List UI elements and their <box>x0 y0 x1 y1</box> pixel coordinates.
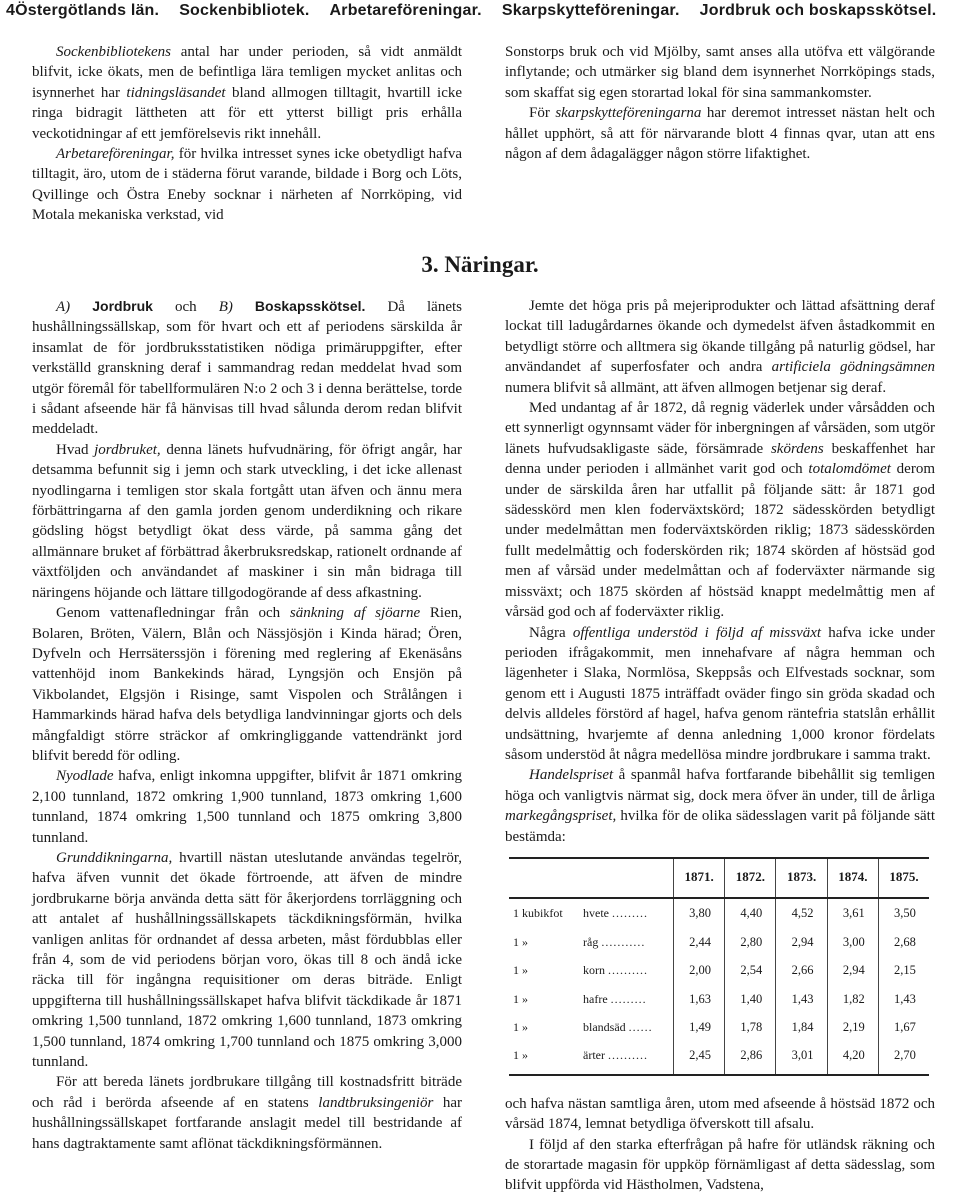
row-crop: hafre <box>583 991 608 1006</box>
paragraph-gödning: Jemte det höga pris på mejeriprodukter och lättad afsättning deraf lockat till ladugårdarnes ökande och dymedelst äfven åstadkommit en betydligt större och alltmera sig ökande tillgång på naturlig gödsel, har användandet af superfosfater och andra artificiela gödningsämnen numera blifvit så allmänt, att äfven allmogen betjenar sig deraf. <box>505 298 935 396</box>
running-head-section: Sockenbibliotek. <box>179 2 310 19</box>
row-crop: blandsäd <box>583 1020 626 1034</box>
table-cell-price: 2,19 <box>827 1013 878 1041</box>
grain-price-table <box>509 857 929 1076</box>
table-cell-price: 2,70 <box>878 1041 929 1074</box>
row-leader-dots: ......... <box>610 991 647 1006</box>
bottom-left-column <box>32 296 462 1154</box>
table-cell-price: 3,00 <box>827 928 878 956</box>
table-cell-price: 1,82 <box>827 985 878 1013</box>
row-leader-dots: ........... <box>601 934 646 949</box>
table-cell-price: 2,00 <box>674 956 725 984</box>
table-cell-price: 4,52 <box>776 898 827 927</box>
running-head-section: Skarpskytteföreningar. <box>501 2 680 19</box>
row-crop: hvete <box>583 906 609 921</box>
row-leader-dots: .......... <box>608 963 648 978</box>
table-row <box>509 956 929 984</box>
row-crop: råg <box>583 934 599 949</box>
table-cell-price: 2,86 <box>725 1041 776 1074</box>
table-cell-price: 2,80 <box>725 928 776 956</box>
table-cell-price: 1,78 <box>725 1013 776 1041</box>
paragraph-nyodlade: Nyodlade hafva, enligt inkomna uppgifter, blifvit år 1871 omkring 2,100 tunnland, 1872 omkring 1,900 tunnland, 1873 omkring 1,600 tunnland, 1874 omkring 1,500 tunnland och 1875 omkring 3,800 tunnland. <box>32 768 462 846</box>
table-header-year: 1873. <box>776 858 827 898</box>
row-quantity: 1 » <box>513 963 528 978</box>
paragraph-sjosankning: Genom vattenafledningar från och sänkning af sjöarne Rien, Bolaren, Bröten, Välern, Blån och Nässjösjön i Kinda härad; Ören, Dyfveln och Herrsäterssjön i förening med reglering af Ekenäsåns vattenhöjd inom Bankekinds härad, Lyngsjön och Ensjön på Vikbolandet, Elgsjön i Risinge, samt Vispolen och Strålången i Hammarkinds härad hafva dels betydliga landvinningar gjorts och dels mångfaldigt större sträckor af omkringliggande vattendränkt jord blifvit beredd för odling. <box>32 605 462 764</box>
top-left-column <box>32 42 462 226</box>
row-quantity: 1 » <box>513 934 528 949</box>
table-row <box>509 928 929 956</box>
table-cell-price: 3,80 <box>674 898 725 927</box>
table-cell-price: 2,66 <box>776 956 827 984</box>
table-header-year: 1871. <box>674 858 725 898</box>
table-row <box>509 1013 929 1041</box>
row-leader-dots: .......... <box>607 1048 648 1063</box>
paragraph-understod: Några offentliga understöd i följd af missväxt hafva icke under perioden ifrågakommit, men innehafvare af några hemman och lägenheter i Slaka, Normlösa, Skeppsås och Elfvestads socknar, som genom ett i Augusti 1875 inträffadt oväder fingo sin gröda skadad och delvis alldeles förstörd af hagel, hafva genom räntefria statslån erhållit undsättning, hvarjemte af denna anledning 1,000 kronor fördelats såsom understöd åt några medellösa mindre jordbrukare i samma trakt. <box>505 624 935 763</box>
row-crop: ärter <box>583 1048 605 1063</box>
table-header-year: 1874. <box>827 858 878 898</box>
row-crop: korn <box>583 963 605 978</box>
table-row-label <box>509 985 674 1013</box>
table-row-label <box>509 928 674 956</box>
table-row <box>509 985 929 1013</box>
table-cell-price: 3,01 <box>776 1041 827 1074</box>
running-head-section: Jordbruk och boskapsskötsel. <box>699 2 937 19</box>
table-cell-price: 2,68 <box>878 928 929 956</box>
table-row-label <box>509 898 674 927</box>
table-header-blank <box>509 858 674 898</box>
table-row-label <box>509 1013 674 1041</box>
row-quantity: 1 » <box>513 1048 528 1063</box>
table-header-year: 1875. <box>878 858 929 898</box>
paragraph-landtbruksingenior: För att bereda länets jordbrukare tillgång till kostnadsfritt biträde och råd i berörda afseende af en statens landtbruksingeniör har hushållningssällskapet fortfarande anslagit medel till bestridande af hans dagtraktamente samt aflönat täckdikningsförmännen. <box>32 1074 463 1152</box>
top-right-column <box>505 42 935 164</box>
page-number: 4 <box>6 2 16 19</box>
table-row-label <box>509 1041 674 1074</box>
county-heading: Östergötlands län. <box>15 2 160 19</box>
paragraph-jordbruk-intro: A) Jordbruk och B) Boskapsskötsel. Då länets hushållningssällskap, som för hvart och ett af periodens särskilda år insamlat de för jordbruksstatistiken nödiga primäruppgifter, efter verkställd granskning deraf i sammandrag redan meddelat hvad som utgör föremål för tabellformulären N:o 2 och 3 i denna berättelse, torde i sådant afseende här få hänvisas till hvad sålunda derom redan blifvit meddeladt. <box>32 298 463 438</box>
paragraph-sockenbibliotek: Sockenbibliotekens antal har under perioden, så vidt anmäldt blifvit, icke ökats, men de befintliga lära temligen mycket anlitas och isynnerhet har tidningsläsandet bland allmogen tilltagit, hvartill icke ringa bidragit lättheten att för ett ytterst billigt pris erhålla veckotidningar af ett jemförelsevis rikt innehåll. <box>32 44 463 142</box>
table-cell-price: 2,45 <box>674 1041 725 1074</box>
row-leader-dots: ...... <box>628 1020 653 1034</box>
table-cell-price: 2,15 <box>878 956 929 984</box>
table-cell-price: 1,84 <box>776 1013 827 1041</box>
table-cell-price: 3,50 <box>878 898 929 927</box>
table-cell-price: 1,40 <box>725 985 776 1013</box>
paragraph-grunddikningar: Grunddikningarna, hvartill nästan uteslutande användas tegelrör, hafva äfven vunnit det ökade förtroende, att äfven de mindre jordbrukarne börja använda detta sätt för åkerjordens torrläggning och att antalet af hushållningssällskapets täckdikningsförmän, hvilka vanligen anlitas för ordnandet af dessa arbeten, måst fördubblas eller från 4, som de vid periodens början voro, ökas till 8 och ändå icke räcka till för ingångna requisitioner om deras biträde. Enligt uppgifterna till hushållningssällskapet hafva blifvit täckdikade år 1871 omkring 1,500 tunnland, 1872 omkring 1,600 tunnland, 1873 omkring 1,500 tunnland, 1874 omkring 1,700 tunnland och 1875 omkring 3,000 tunnland. <box>32 849 462 1071</box>
paragraph-overskott: och hafva nästan samtliga åren, utom med afseende å höstsäd 1872 och vårsäd 1874, lemnat betydliga öfverskott till afsalu. <box>505 1095 935 1133</box>
table-cell-price: 2,44 <box>674 928 725 956</box>
row-quantity: 1 kubikfot <box>513 906 563 921</box>
table-header-row <box>509 858 929 898</box>
table-row <box>509 898 929 927</box>
paragraph-handelspriset: Handelspriset å spanmål hafva fortfarande bibehållit sig temligen höga och vanligtvis närmat sig, dock mera öfver än under, till de årliga markegångspriset, hvilka för de olika sädesslagen varit på följande sätt bestämda: <box>505 767 935 845</box>
paragraph-hafre: I följd af den starka efterfrågan på hafre för utländsk räkning och de storartade magasin för uppköp förnämligast af detta sädesslag, som blifvit uppförda vid Hästholmen, Vadstena, <box>505 1136 935 1194</box>
table-cell-price: 1,63 <box>674 985 725 1013</box>
paragraph-continuation: Sonstorps bruk och vid Mjölby, samt anses alla utöfva ett välgörande inflytande; och utmärker sig bland dem isynnerhet Norrköpings stads, som skaffat sig egen storartad lokal för sina sammankomster. <box>505 44 935 101</box>
table-row-label <box>509 956 674 984</box>
paragraph-jordbruket: Hvad jordbruket, denna länets hufvudnäring, för öfrigt angår, har detsamma befunnit sig i jemn och stark utveckling, i det icke allenast nyodlingarna i temligen stor skala fortgått utan äfven och ännu mera förbättringarna af den gamla jorden genom underdikning och rikare gödsling högst betydligt ökat dess värde, på samma gång det allmännare bruket af förbättrad åkerbruksredskap, rationelt ordnande af växtföljden och användandet af maskiner i sin mån bidraga till näringens höjande och lättare tillgodogörande af dess afkastning. <box>32 441 462 601</box>
bottom-right-column <box>505 296 935 1196</box>
paragraph-skordar: Med undantag af år 1872, då regnig väderlek under vårsådden och ett synnerligt ogynnsamt väder för inbergningen af vårsäden, som utgör länets hufvudsakligaste säde, försämrade skördens beskaffenhet har denna under perioden i allmänhet varit god och totalomdömet derom under de särskilda åren har utfallit på följande sätt: år 1871 god sädesskörd men klen foderväxtskörd; 1872 sädesskörden betydligt under medelmåttan men foderväxtskörden riklig; 1873 sädesskörden fullt medelmåttig och foderskörden rik; 1874 skörden af höstsäd god men af vårsäd under medelmåttan och af foderväxter närmande sig missväxt; och 1875 skörden af höstsäd knappt medelmåttig men af vårsäd god och af foderväxter riklig. <box>505 400 935 621</box>
table-cell-price: 4,40 <box>725 898 776 927</box>
table-cell-price: 2,94 <box>776 928 827 956</box>
running-head-section: Arbetareföreningar. <box>329 2 482 19</box>
table-cell-price: 1,67 <box>878 1013 929 1041</box>
row-quantity: 1 » <box>513 1020 528 1034</box>
table-cell-price: 2,94 <box>827 956 878 984</box>
table-row <box>509 1041 929 1074</box>
table-header-year: 1872. <box>725 858 776 898</box>
table-cell-price: 1,43 <box>878 985 929 1013</box>
running-head <box>6 2 948 24</box>
table-cell-price: 4,20 <box>827 1041 878 1074</box>
row-leader-dots: ......... <box>612 906 648 921</box>
row-quantity: 1 » <box>513 991 528 1006</box>
table-cell-price: 2,54 <box>725 956 776 984</box>
section-heading: 3. Näringar. <box>421 252 539 277</box>
paragraph-arbetareforeningar: Arbetareföreningar, för hvilka intresset synes icke obetydligt hafva tilltagit, äro, utom de i städerna förut varande, bildade i Borg och Löts, Qvillinge och Östra Eneby socknar i närheten af Norrköping, vid Motala mekaniska verkstad, vid <box>32 146 462 224</box>
table-cell-price: 1,43 <box>776 985 827 1013</box>
table-cell-price: 1,49 <box>674 1013 725 1041</box>
table-cell-price: 3,61 <box>827 898 878 927</box>
paragraph-skarpskytte: För skarpskytteföreningarna har deremot intresset nästan helt och hållet upphört, så att för närvarande blott 4 finnas qvar, utan att ens någon af dem ådagalägger någon större lifaktighet. <box>505 105 935 163</box>
